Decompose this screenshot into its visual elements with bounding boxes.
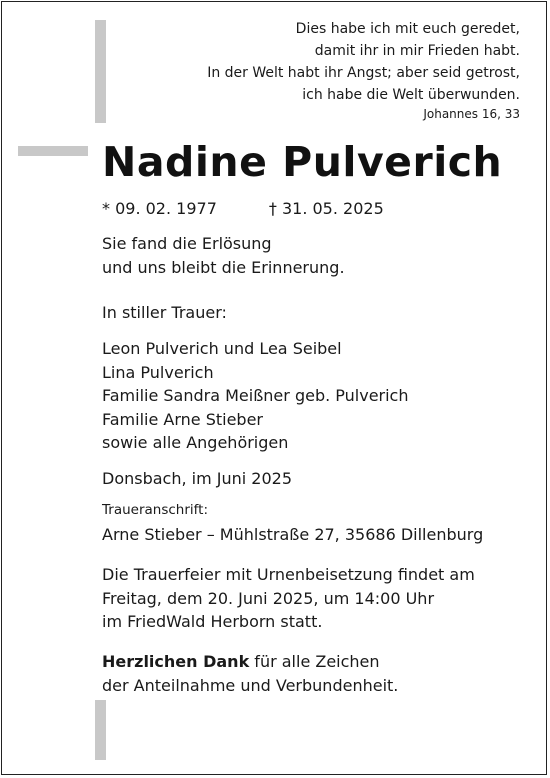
ceremony-info — [102, 563, 475, 634]
mourning-heading-text: In stiller Trauer: — [102, 303, 227, 322]
death-date: † 31. 05. 2025 — [268, 199, 384, 218]
mourners-list — [102, 337, 409, 455]
thanks-block — [102, 650, 398, 697]
memorial-line: Sie fand die Erlösung — [102, 234, 272, 253]
thanks-line-2: der Anteilnahme und Verbundenheit. — [102, 675, 399, 695]
verse-reference: Johannes 16, 33 — [423, 107, 520, 121]
thanks-rest: für alle Zeichen — [249, 652, 380, 671]
cross-vertical-top-icon — [95, 20, 106, 123]
mourner-name: Familie Arne Stieber — [102, 409, 263, 429]
place-date-text: Donsbach, im Juni 2025 — [102, 469, 293, 488]
verse-line: Dies habe ich mit euch geredet, — [295, 21, 520, 37]
thanks-line-1 — [102, 650, 398, 674]
memorial-line: und uns bleibt die Erinnerung. — [102, 257, 345, 277]
mourner-name: Leon Pulverich und Lea Seibel — [102, 339, 342, 358]
ceremony-line: Die Trauerfeier mit Urnenbeisetzung findet am — [102, 565, 475, 584]
verse-line: damit ihr in mir Frieden habt. — [314, 43, 520, 59]
cross-vertical-bottom-icon — [95, 700, 106, 760]
address-value: Arne Stieber – Mühlstraße 27, 35686 Dillenburg — [102, 524, 484, 544]
mourner-name: Lina Pulverich — [102, 362, 214, 382]
thanks-bold: Herzlichen Dank — [102, 652, 250, 671]
ceremony-line: Freitag, dem 20. Juni 2025, um 14:00 Uhr — [102, 588, 435, 608]
address-block — [102, 499, 483, 546]
ceremony-line: im FriedWald Herborn statt. — [102, 612, 323, 631]
birth-date: * 09. 02. 1977 — [102, 199, 217, 218]
address-label: Traueranschrift: — [102, 502, 208, 518]
mourner-name: sowie alle Angehörigen — [102, 433, 289, 452]
life-dates — [102, 198, 384, 220]
place-date — [102, 467, 292, 491]
mourner-name: Familie Sandra Meißner geb. Pulverich — [102, 386, 409, 405]
obituary-notice — [1, 1, 547, 775]
bible-verse — [120, 18, 520, 123]
mourning-heading — [102, 301, 227, 325]
verse-line: In der Welt habt ihr Angst; aber seid getrost, — [207, 65, 520, 81]
memorial-text — [102, 232, 345, 279]
verse-line: ich habe die Welt überwunden. — [302, 87, 520, 103]
deceased-name: Nadine Pulverich — [102, 138, 503, 186]
cross-horizontal-icon — [18, 146, 88, 156]
